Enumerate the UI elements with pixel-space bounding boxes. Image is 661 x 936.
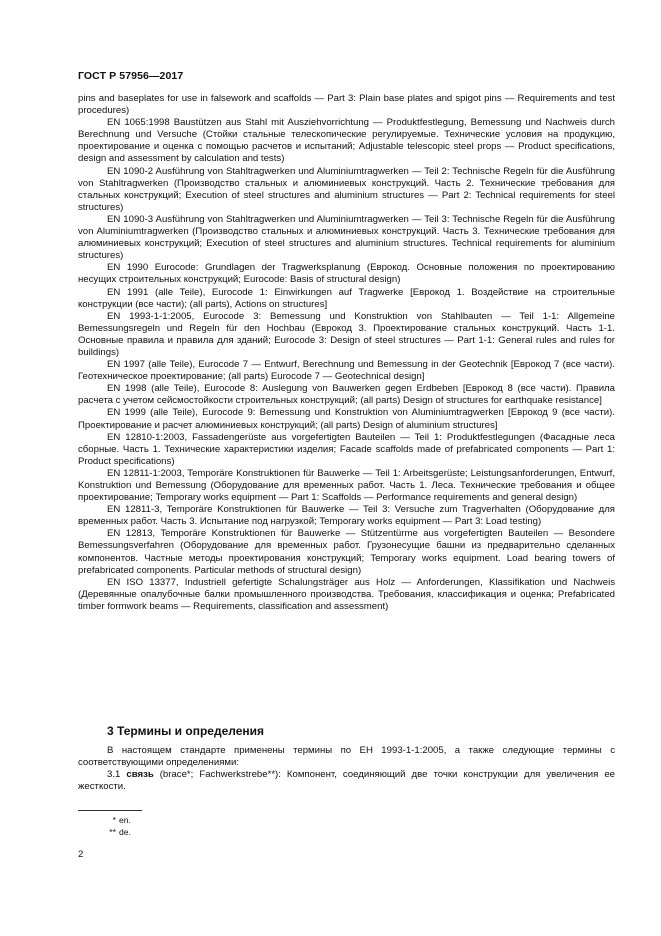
term-definition — [78, 769, 615, 793]
reference-item: EN 1993-1-1:2005, Eurocode 3: Bemessung und Konstruktion von Stahlbauten — Teil 1-1: Allgemeine Bemessungsregeln und Regeln für den Hochbau (Еврокод 3. Проектирование стальных конструкций. Часть 1-1. Основные правила и правила для зданий; Eurocode 3: Design of steel structures — Part 1-1: General rules and rules for buildings) — [78, 310, 615, 358]
term-text: (brace*; Fachwerkstrebe**): Компонент, соединяющий две точки конструкции для увеличения ее жесткости. — [78, 769, 615, 793]
page-number: 2 — [78, 849, 84, 860]
reference-item: EN 1991 (alle Teile), Eurocode 1: Einwirkungen auf Tragwerke [Еврокод 1. Воздействие на строительные конструкции (все части); (all parts), Actions on structures] — [78, 286, 615, 310]
reference-item: EN ISO 13377, Industriell gefertigte Schalungsträger aus Holz — Anforderungen, Klassifikation und Nachweis (Деревянные опалубочные балки промышленного производства. Требования, классификация и оценка; Prefabricated timber formwork beams — Requirements, classification and assessment) — [78, 576, 615, 612]
footnotes — [104, 815, 131, 838]
footnote — [104, 827, 131, 839]
reference-item: EN 12811-1:2003, Temporäre Konstruktionen für Bauwerke — Teil 1: Arbeitsgerüste; Leistungsanforderungen, Entwurf, Konstruktion und Bemessung (Оборудование для временных работ. Часть 1. Леса. Технические требования и общее проектирование; Temporary works equipment — Part 1: Scaffolds — Performance requirements and general design) — [78, 467, 615, 504]
reference-item: EN 1065:1998 Baustützen aus Stahl mit Ausziehvorrichtung — Produktfestlegung, Bemessung und Nachweis durch Berechnung und Versuche (Стойки стальные телескопические регулируемые. Технические условия на продукцию, проектирование и оценка с помощью расчетов и испытаний; Adjustable telescopic steel props — Product specifications, design and assessment by calculation and tests) — [78, 117, 615, 165]
footnote-mark: * — [112, 815, 116, 825]
page-header: ГОСТ Р 57956—2017 — [78, 70, 184, 82]
footnote-text: de. — [119, 826, 131, 837]
reference-item: pins and baseplates for use in falsework and scaffolds — Part 3: Plain base plates and spigot pins — Requirements and test procedures) — [78, 93, 615, 117]
footnote-divider — [78, 810, 142, 811]
reference-item: EN 12813, Temporäre Konstruktionen für Bauwerke — Stützentürme aus vorgefertigten Bauteilen — Besondere Bemessungsverfahren (Оборудование для временных работ. Грузонесущие башни из предварительно сделанных компонентов. Частные методы проектирования конструкций; Temporary works equipment. Load bearing towers of prefabricated components. Particular methods of structural design) — [78, 528, 615, 576]
normative-references — [78, 93, 615, 613]
section-intro: В настоящем стандарте применены термины по ЕН 1993-1-1:2005, а также следующие термины с соответствующими определениями: — [78, 745, 615, 769]
footnote-text: en. — [119, 815, 131, 825]
section-heading: 3 Термины и определения — [107, 724, 265, 738]
term-name: связь — [126, 769, 154, 781]
reference-item: EN 1090-2 Ausführung von Stahltragwerken und Aluminiumtragwerken — Teil 2: Technische Regeln für die Ausführung von Stahltragwerken (Производство стальных и алюминиевых конструкций. Часть 2. Технические требования для стальных конструкций; Execution of steel structures and aluminium structures — Part 2: Technical requirements for steel structures) — [78, 165, 615, 213]
reference-item: EN 1990 Eurocode: Grundlagen der Tragwerksplanung (Еврокод. Основные положения по проектированию несущих строительных конструкций; Eurocode: Basis of structural design) — [78, 262, 615, 286]
reference-item: EN 1998 (alle Teile), Eurocode 8: Auslegung von Bauwerken gegen Erdbeben [Еврокод 8 (все части). Правила расчета с учетом сейсмостойкости строительных конструкций; (all parts) Design of structures for earthquake resistance] — [78, 383, 615, 407]
footnote-mark: ** — [109, 826, 116, 837]
term-number: 3.1 — [107, 769, 121, 781]
reference-item: EN 12811-3, Temporäre Konstruktionen für Bauwerke — Teil 3: Versuche zum Tragverhalten (Оборудование для временных работ. Часть 3. Испытание под нагрузкой; Temporary works equipment — Part 3: Load testing) — [78, 504, 615, 528]
section-body — [78, 745, 615, 793]
reference-item: EN 12810-1:2003, Fassadengerüste aus vorgefertigten Bauteilen — Teil 1: Produktfestlegungen (Фасадные леса сборные. Часть 1. Технические характеристики изделия; Facade scaffolds made of prefabricated components — Part 1: Product specifications) — [78, 431, 615, 467]
reference-item: EN 1999 (alle Teile), Eurocode 9: Bemessung und Konstruktion von Aluminiumtragwerken [Еврокод 9 (все части). Проектирование и расчет алюминиевых конструкций; (all parts) Design of aluminium structures] — [78, 407, 615, 431]
reference-item: EN 1090-3 Ausführung von Stahltragwerken und Aluminiumtragwerken — Teil 3: Technische Regeln für die Ausführung von Aluminiumtragwerken (Производство стальных и алюминиевых конструкций. Часть 3. Технические требования для алюминиевых конструкций; Execution of steel structures and aluminium structures. Technical requirements for aluminium structures) — [78, 213, 615, 262]
footnote — [104, 815, 131, 827]
reference-item: EN 1997 (alle Teile), Eurocode 7 — Entwurf, Berechnung und Bemessung in der Geotechnik [Еврокод 7 (все части). Геотехническое проектирование; (all parts) Eurocode 7 — Geotechnical design] — [78, 359, 615, 383]
